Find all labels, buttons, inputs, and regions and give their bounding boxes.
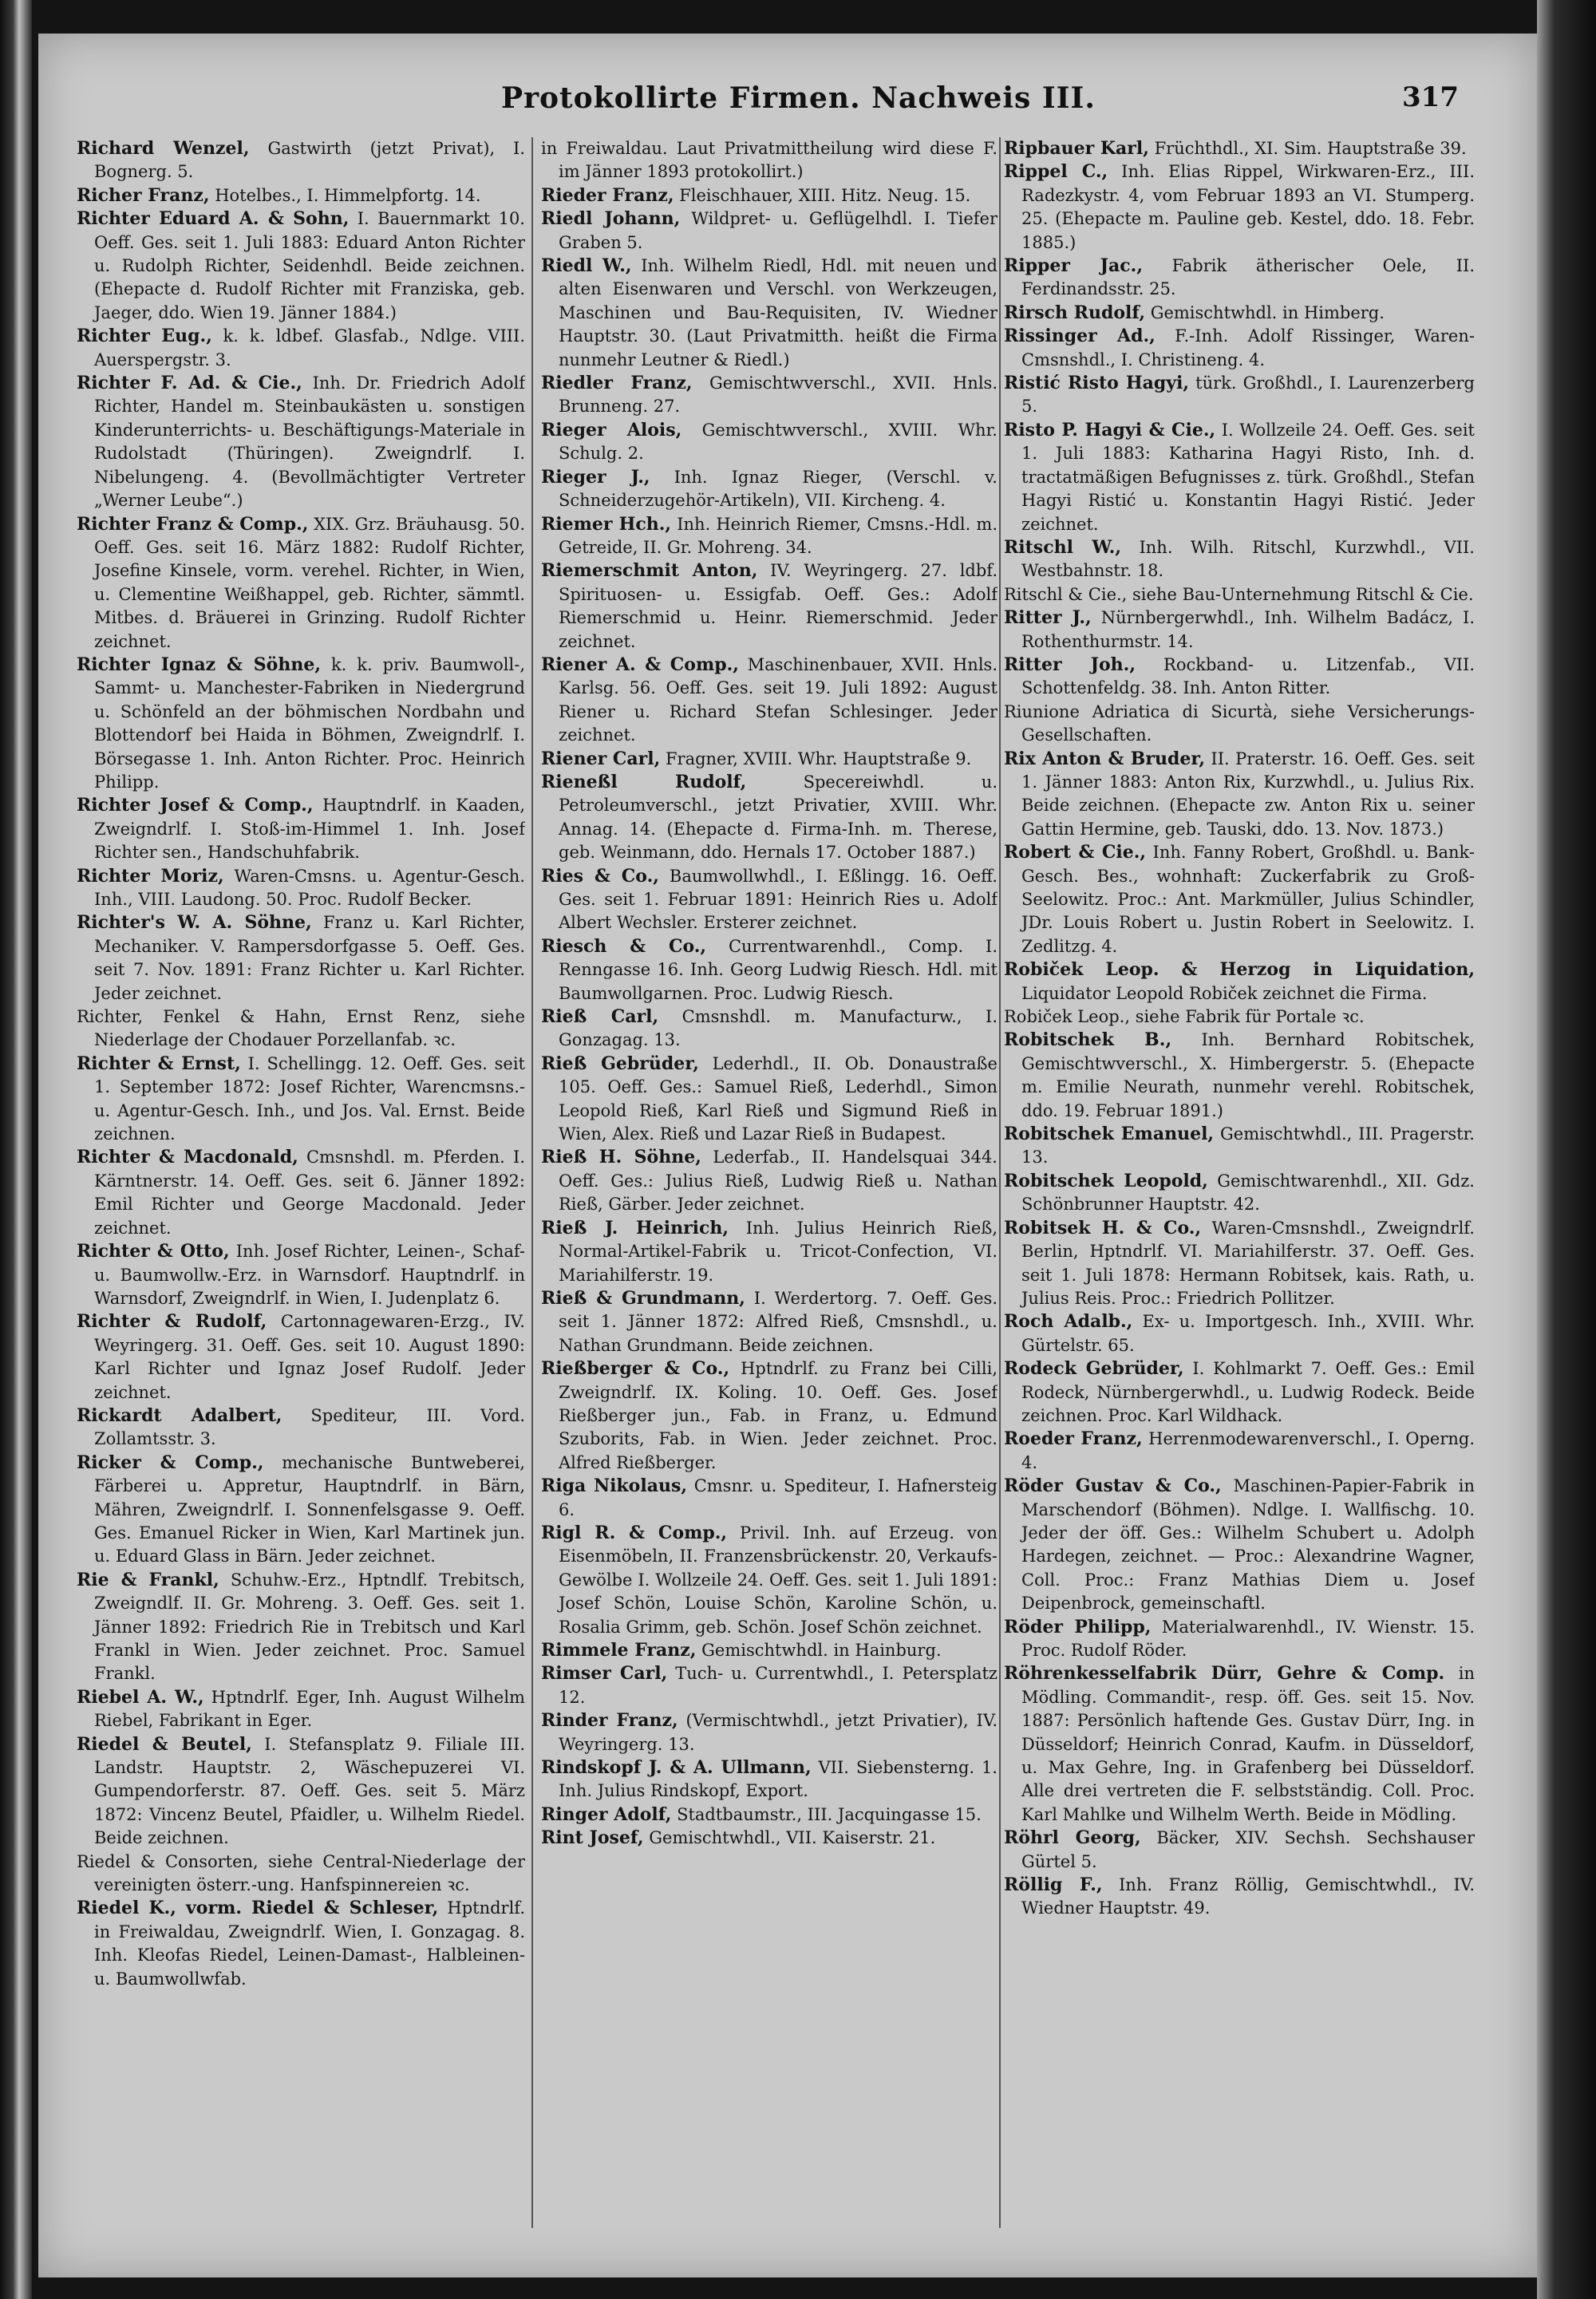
firm-details: Maschinen-Papier-Fabrik in Marschendorf (Böhmen). Ndlge. I. Wallfischg. 10. Jeder der öff. Ges.: Wilhelm Schubert u. Adolph Hardegen, zeichnet. — Proc.: Alexandrine Wagner, Coll. Proc.: Franz Mathias Diem u. Josef Deipenbrock, gemeinschaftl.	[1021, 1476, 1475, 1614]
firm-name: Rissinger Ad.,	[1004, 326, 1156, 347]
firm-name: Riesch & Co.,	[541, 935, 707, 957]
firm-name: Ripbauer Karl,	[1004, 138, 1149, 159]
firm-details: Inh. Dr. Friedrich Adolf Richter, Handel m. Steinbaukästen u. sonstigen Kinderunterrichts- u. Beschäftigungs-Materiale in Rudolstadt (Thüringen). Zweigndrlf. I. Nibelungeng. 4. (Bevollmächtigter Vertreter „Werner Leube“.)	[94, 373, 525, 511]
directory-entry	[541, 654, 998, 748]
firm-details: Stadtbaumstr., III. Jacquingasse 15.	[677, 1804, 982, 1824]
firm-details: in Mödling. Commandit-, resp. öff. Ges. seit 15. Nov. 1887: Persönlich haftende Ges. Gustav Dürr, Ing. in Düsseldorf; Heinrich Conrad, Kaufm. in Düsseldorf, u. Max Gehre, Ing. in Grafenberg bei Düsseldorf. Alle drei vertreten die F. selbstständig. Coll. Proc. Karl Mahlke und Wilhelm Werth. Beide in Mödling.	[1021, 1664, 1475, 1824]
directory-entry	[77, 207, 525, 325]
firm-details: Fabrik ätherischer Oele, II. Ferdinandsstr. 25.	[1021, 256, 1475, 299]
firm-details: Liquidator Leopold Robiček zeichnet die Firma.	[1021, 983, 1428, 1003]
directory-entry	[77, 1569, 525, 1686]
firm-details: Materialwarenhdl., IV. Wienstr. 15. Proc. Rudolf Röder.	[1021, 1617, 1475, 1660]
firm-name: Richter & Macdonald,	[77, 1147, 298, 1168]
previous-page-edge	[0, 0, 32, 2299]
directory-entry	[541, 865, 998, 935]
firm-name: Robitschek Leopold,	[1004, 1170, 1208, 1191]
firm-name: Rindskopf J. & A. Ullmann,	[541, 1757, 812, 1779]
firm-details: I. Kohlmarkt 7. Oeff. Ges.: Emil Rodeck, Nürnbergerwhdl., u. Ludwig Rodeck. Beide zeichnen. Proc. Karl Wildhack.	[1021, 1359, 1475, 1425]
directory-entry	[1004, 325, 1475, 372]
directory-entry	[77, 1733, 525, 1851]
directory-entry	[541, 771, 998, 865]
firm-name: Röder Gustav & Co.,	[1004, 1475, 1222, 1497]
directory-entry	[77, 1686, 525, 1733]
firm-details: Riunione Adriatica di Sicurtà, siehe Versicherungs-Gesellschaften.	[1004, 701, 1475, 745]
firm-details: Cmsnr. u. Spediteur, I. Hafnersteig 6.	[559, 1476, 998, 1519]
firm-details: mechanische Buntweberei, Färberei u. Appretur, Hauptndrlf. in Bärn, Mähren, Zweigndrlf. I. Sonnenfelsgasse 9. Oeff. Ges. Emanuel Ricker in Wien, Karl Martinek jun. u. Eduard Glass in Bärn. Jeder zeichnet.	[94, 1452, 525, 1566]
firm-details: Inh. Josef Richter, Leinen-, Schaf- u. Baumwollw.-Erz. in Warnsdorf. Hauptndrlf. in Warnsdorf, Zweigndrlf. in Wien, I. Judenplatz 6.	[94, 1242, 525, 1308]
firm-details: Gemischtwhdl., VII. Kaiserstr. 21.	[649, 1828, 936, 1848]
directory-entry	[541, 513, 998, 560]
firm-details: Waren-Cmsnshdl., Zweigndrlf. Berlin, Hptndrlf. VI. Mariahilferstr. 37. Oeff. Ges. seit 1. Juli 1878: Hermann Robitsek, kais. Rath, u. Julius Reis. Proc.: Friedrich Pollitzer.	[1021, 1218, 1475, 1308]
firm-name: Rieger J.,	[541, 466, 650, 488]
firm-name: Rieneßl Rudolf,	[541, 771, 747, 792]
directory-entry	[1004, 1616, 1475, 1663]
firm-details: Inh. Heinrich Riemer, Cmsns.-Hdl. m. Getreide, II. Gr. Mohreng. 34.	[559, 514, 998, 557]
directory-entry	[1004, 1428, 1475, 1475]
firm-name: Richter & Otto,	[77, 1241, 230, 1262]
directory-entry	[1004, 1827, 1475, 1874]
directory-entry	[77, 1404, 525, 1452]
firm-name: Rie & Frankl,	[77, 1569, 219, 1590]
firm-name: Ritter J.,	[1004, 607, 1092, 629]
directory-entry	[77, 911, 525, 1005]
directory-entry	[77, 137, 525, 184]
firm-details: Gastwirth (jetzt Privat), I. Bognerg. 5.	[94, 139, 525, 182]
firm-name: Robitschek B.,	[1004, 1029, 1172, 1051]
page-header	[447, 81, 1516, 129]
firm-name: Robert & Cie.,	[1004, 842, 1147, 863]
column-right	[1004, 137, 1475, 2244]
firm-name: Roch Adalb.,	[1004, 1311, 1133, 1333]
directory-entry	[541, 559, 998, 654]
firm-name: Richter Franz & Comp.,	[77, 513, 309, 535]
firm-name: Richter & Rudolf,	[77, 1311, 267, 1333]
directory-entry	[541, 935, 998, 1005]
directory-entry	[541, 1146, 998, 1216]
firm-details: Inh. Wilh. Ritschl, Kurzwhdl., VII. Westbahnstr. 18.	[1021, 537, 1475, 581]
directory-entry	[77, 794, 525, 864]
firm-details: Schuhw.-Erz., Hptndlf. Trebitsch, Zweigndlf. II. Gr. Mohreng. 3. Oeff. Ges. seit 1. Jänner 1892: Friedrich Rie in Trebitsch und Karl Frankl in Wien. Jeder zeichnet. Proc. Samuel Frankl.	[94, 1570, 525, 1684]
directory-entry	[1004, 958, 1475, 1005]
firm-name: Rinder Franz,	[541, 1710, 678, 1732]
firm-details: I. Wollzeile 24. Oeff. Ges. seit 1. Juli 1883: Katharina Hagyi Risto, Inh. d. tractatmäßigen Befugnisses z. türk. Großhdl., Stefan Hagyi Ristić u. Konstantin Hagyi Ristić. Jeder zeichnet.	[1021, 420, 1475, 534]
firm-details: VII. Siebensterng. 1. Inh. Julius Rindskopf, Export.	[559, 1758, 998, 1801]
directory-entry	[541, 1005, 998, 1053]
directory-entry	[541, 207, 998, 255]
directory-entry	[77, 184, 525, 207]
firm-details: Gemischtwhdl. in Himberg.	[1150, 302, 1385, 322]
firm-name: Richter's W. A. Söhne,	[77, 912, 312, 934]
firm-name: Ries & Co.,	[541, 865, 659, 887]
directory-entry	[541, 466, 998, 513]
firm-details: Inh. Julius Heinrich Rieß, Normal-Artikel-Fabrik u. Tricot-Confection, VI. Mariahilferstr. 19.	[559, 1218, 998, 1285]
directory-entry	[77, 1310, 525, 1404]
directory-entry	[541, 137, 998, 184]
firm-details: Lederfab., II. Handelsquai 344. Oeff. Ges.: Julius Rieß, Ludwig Rieß u. Nathan Rieß, Gärber. Jeder zeichnet.	[559, 1148, 998, 1215]
directory-entry	[77, 1005, 525, 1053]
firm-name: Riemerschmit Anton,	[541, 560, 758, 582]
firm-details: Baumwollwhdl., I. Eßlingg. 16. Oeff. Ges. seit 1. Februar 1891: Heinrich Ries u. Adolf Albert Wechsler. Ersterer zeichnet.	[559, 866, 998, 933]
firm-name: Rieß & Grundmann,	[541, 1287, 745, 1309]
firm-details: Specereiwhdl. u. Petroleumverschl., jetzt Privatier, XVIII. Whr. Annag. 14. (Ehepacte d. Firma-Inh. m. Therese, geb. Weinmann, ddo. Hernals 17. October 1887.)	[559, 772, 998, 863]
directory-entry	[541, 1475, 998, 1522]
firm-details: Richter, Fenkel & Hahn, Ernst Renz, siehe Niederlage der Chodauer Porzellanfab. ꝛc.	[77, 1007, 525, 1050]
firm-name: Riedl Johann,	[541, 208, 681, 230]
firm-name: Robitschek Emanuel,	[1004, 1124, 1215, 1145]
firm-details: Robiček Leop., siehe Fabrik für Portale ꝛc.	[1004, 1007, 1365, 1027]
directory-entry	[1004, 1170, 1475, 1217]
firm-name: Riener Carl,	[541, 748, 661, 769]
firm-name: Riebel A. W.,	[77, 1686, 204, 1708]
firm-details: Fragner, XVIII. Whr. Hauptstraße 9.	[665, 749, 972, 768]
firm-name: Rodeck Gebrüder,	[1004, 1358, 1184, 1380]
firm-name: Ringer Adolf,	[541, 1803, 672, 1825]
firm-details: I. Werdertorg. 7. Oeff. Ges. seit 1. Jänner 1872: Alfred Rieß, Cmsnshdl., u. Nathan Grundmann. Beide zeichnen.	[559, 1288, 998, 1355]
firm-details: Fleischhauer, XIII. Hitz. Neug. 15.	[679, 185, 971, 205]
directory-entry	[1004, 1029, 1475, 1123]
firm-details: Cartonnagewaren-Erzg., IV. Weyringerg. 31. Oeff. Ges. seit 10. August 1890: Karl Richter und Ignaz Josef Rudolf. Jeder zeichnet.	[94, 1312, 525, 1402]
firm-details: Riedel & Consorten, siehe Central-Niederlage der vereinigten österr.-ung. Hanfspinnereien ꝛc.	[77, 1851, 525, 1895]
directory-entry	[77, 513, 525, 654]
firm-details: Privil. Inh. auf Erzeug. von Eisenmöbeln, II. Franzensbrückenstr. 20, Verkaufs-Gewölbe I. Wollzeile 24. Oeff. Ges. seit 1. Juli 1891: Josef Schön, Louise Schön, Karoline Schön, u. Rosalia Grimm, geb. Schön. Josef Schön zeichnet.	[559, 1523, 998, 1637]
directory-entry	[77, 325, 525, 372]
firm-name: Richter Ignaz & Söhne,	[77, 654, 322, 675]
firm-details: I. Schellingg. 12. Oeff. Ges. seit 1. September 1872: Josef Richter, Warencmsns.- u. Agentur-Gesch. Inh., und Jos. Val. Ernst. Beide zeichnen.	[94, 1053, 525, 1144]
directory-entry	[541, 748, 998, 771]
firm-details: Inh. Ignaz Rieger, (Verschl. v. Schneiderzugehör-Artikeln), VII. Kircheng. 4.	[559, 467, 998, 511]
firm-details: Spediteur, III. Vord. Zollamtsstr. 3.	[94, 1405, 525, 1449]
firm-details: Currentwarenhdl., Comp. I. Renngasse 16. Inh. Georg Ludwig Riesch. Hdl. mit Baumwollgarnen. Proc. Ludwig Riesch.	[559, 936, 998, 1003]
firm-name: Ristić Risto Hagyi,	[1004, 373, 1190, 394]
directory-entry	[1004, 160, 1475, 255]
directory-entry	[1004, 654, 1475, 701]
directory-entry	[77, 1053, 525, 1147]
firm-details: Waren-Cmsns. u. Agentur-Gesch. Inh., VIII. Laudong. 50. Proc. Rudolf Becker.	[94, 866, 525, 909]
firm-details: Franz u. Karl Richter, Mechaniker. V. Rampersdorfgasse 5. Oeff. Ges. seit 7. Nov. 1891: Franz Richter u. Karl Richter. Jeder zeichnet.	[94, 913, 525, 1003]
directory-entry	[541, 1287, 998, 1357]
directory-entry	[541, 255, 998, 372]
directory-entry	[541, 184, 998, 207]
directory-entry	[541, 1827, 998, 1850]
firm-name: Rimmele Franz,	[541, 1640, 697, 1661]
firm-name: Richter & Ernst,	[77, 1053, 241, 1074]
firm-details: in Freiwaldau. Laut Privatmittheilung wird diese F. im Jänner 1893 protokollirt.)	[541, 139, 998, 182]
firm-name: Robiček Leop. & Herzog in Liquidation,	[1004, 959, 1475, 981]
firm-name: Richter Moriz,	[77, 865, 224, 887]
firm-details: Gemischtwarenhdl., XII. Gdz. Schönbrunner Hauptstr. 42.	[1021, 1171, 1475, 1215]
directory-entry	[77, 1146, 525, 1240]
firm-details: Lederhdl., II. Ob. Donaustraße 105. Oeff. Ges.: Samuel Rieß, Lederhdl., Simon Leopold Rieß, Karl Rieß und Sigmund Rieß in Wien, Alex. Rieß und Lazar Rieß in Budapest.	[559, 1053, 998, 1144]
firm-details: Herrenmodewarenverschl., I. Operng. 4.	[1021, 1429, 1475, 1472]
firm-details: Gemischtwverschl., XVIII. Whr. Schulg. 2.	[559, 420, 998, 464]
directory-entry	[77, 1240, 525, 1310]
firm-details: I. Stefansplatz 9. Filiale III. Landstr. Hauptstr. 2, Wäschepuzerei VI. Gumpendorferstr. 87. Oeff. Ges. seit 5. März 1872: Vincenz Beutel, Pfaidler, u. Wilhelm Riedel. Beide zeichnen.	[94, 1734, 525, 1848]
firm-name: Rieger Alois,	[541, 419, 682, 440]
firm-details: Inh. Bernhard Robitschek, Gemischtwverschl., X. Himbergerstr. 5. (Ehepacte m. Emilie Neurath, nunmehr verehl. Robitschek, ddo. 19. Februar 1891.)	[1021, 1030, 1475, 1120]
firm-name: Riener A. & Comp.,	[541, 654, 739, 675]
directory-entry	[1004, 1005, 1475, 1029]
firm-details: Früchthdl., XI. Sim. Hauptstraße 39.	[1154, 139, 1467, 158]
firm-name: Richer Franz,	[77, 184, 210, 206]
firm-name: Rickardt Adalbert,	[77, 1404, 282, 1426]
firm-name: Risto P. Hagyi & Cie.,	[1004, 419, 1216, 440]
column-rule	[999, 137, 1001, 2228]
directory-entry	[1004, 1310, 1475, 1357]
firm-name: Rigl R. & Comp.,	[541, 1522, 728, 1543]
directory-entry	[1004, 606, 1475, 654]
directory-entry	[1004, 372, 1475, 419]
firm-name: Riedel & Beutel,	[77, 1733, 252, 1755]
firm-name: Röllig F.,	[1004, 1874, 1103, 1896]
firm-name: Ricker & Comp.,	[77, 1452, 264, 1473]
directory-entry	[1004, 255, 1475, 302]
firm-details: II. Praterstr. 16. Oeff. Ges. seit 1. Jänner 1883: Anton Rix, Kurzwhdl., u. Julius Rix. Beide zeichnen. (Ehepacte zw. Anton Rix u. seiner Gattin Hermine, geb. Tauski, ddo. 13. Nov. 1873.)	[1021, 749, 1475, 839]
firm-name: Roeder Franz,	[1004, 1428, 1143, 1450]
firm-details: Bäcker, XIV. Sechsh. Sechshauser Gürtel 5.	[1021, 1828, 1475, 1871]
directory-entry	[1004, 701, 1475, 748]
firm-details: Ritschl & Cie., siehe Bau-Unternehmung Ritschl & Cie.	[1004, 584, 1474, 604]
directory-entry	[1004, 583, 1475, 606]
directory-entry	[77, 1851, 525, 1898]
firm-details: Gemischtwhdl. in Hainburg.	[701, 1641, 942, 1660]
firm-details: Hptndrlf. Eger, Inh. August Wilhelm Riebel, Fabrikant in Eger.	[94, 1687, 525, 1731]
firm-name: Röhrenkesselfabrik Dürr, Gehre & Comp.	[1004, 1663, 1445, 1685]
firm-name: Rieß Gebrüder,	[541, 1053, 699, 1074]
firm-details: k. k. priv. Baumwoll-, Sammt- u. Manchester-Fabriken in Niedergrund u. Schönfeld an der böhmischen Nordbahn und Blottendorf bei Haida in Böhmen, Zweigndrlf. I. Börsegasse 1. Inh. Anton Richter. Proc. Heinrich Philipp.	[94, 654, 525, 792]
directory-entry	[77, 1452, 525, 1569]
firm-name: Rießberger & Co.,	[541, 1358, 730, 1380]
firm-name: Robitsek H. & Co.,	[1004, 1217, 1202, 1238]
firm-name: Ripper Jac.,	[1004, 255, 1143, 277]
firm-name: Röder Philipp,	[1004, 1616, 1152, 1637]
firm-name: Rieß H. Söhne,	[541, 1147, 701, 1168]
firm-details: Inh. Elias Rippel, Wirkwaren-Erz., III. Radezkystr. 4, vom Februar 1893 an VI. Stumperg. 25. (Ehepacte m. Pauline geb. Kestel, ddo. 18. Febr. 1885.)	[1021, 162, 1475, 252]
firm-name: Riedler Franz,	[541, 373, 693, 394]
firm-details: Hptndrlf. in Freiwaldau, Zweigndrlf. Wien, I. Gonzagag. 8. Inh. Kleofas Riedel, Leinen-Damast-, Halbleinen- u. Baumwollwfab.	[94, 1898, 525, 1989]
firm-details: Inh. Wilhelm Riedl, Hdl. mit neuen und alten Eisenwaren und Verschl. von Werkzeugen, Maschinen und Bau-Requisiten, IV. Wiedner Hauptstr. 30. (Laut Privatmitth. heißt die Firma nunmehr Leutner & Riedl.)	[559, 256, 998, 369]
firm-name: Rimser Carl,	[541, 1663, 668, 1685]
firm-name: Richter Eduard A. & Sohn,	[77, 208, 350, 230]
firm-details: Rockband- u. Litzenfab., VII. Schottenfeldg. 38. Inh. Anton Ritter.	[1021, 654, 1475, 698]
firm-name: Rippel C.,	[1004, 161, 1108, 183]
directory-entry	[541, 1709, 998, 1756]
firm-details: Maschinenbauer, XVII. Hnls. Karlsg. 56. Oeff. Ges. seit 19. Juli 1892: August Riener u. Richard Stefan Schlesinger. Jeder zeichnet.	[559, 654, 998, 745]
firm-details: (Vermischtwhdl., jetzt Privatier), IV. Weyringerg. 13.	[559, 1711, 998, 1754]
firm-name: Richter Josef & Comp.,	[77, 795, 314, 816]
firm-name: Rirsch Rudolf,	[1004, 302, 1145, 323]
directory-entry	[77, 654, 525, 794]
firm-details: Cmsnshdl. m. Manufacturw., I. Gonzagag. 13.	[559, 1007, 998, 1050]
firm-name: Rint Josef,	[541, 1827, 644, 1849]
column-middle	[541, 137, 998, 2244]
firm-details: türk. Großhdl., I. Laurenzerberg 5.	[1021, 373, 1475, 417]
page-right-edge	[1537, 0, 1596, 2299]
directory-entry	[541, 1522, 998, 1639]
firm-name: Riemer Hch.,	[541, 513, 672, 535]
directory-entry	[1004, 1475, 1475, 1615]
firm-name: Riedel K., vorm. Riedel & Schleser,	[77, 1898, 439, 1919]
directory-entry	[541, 372, 998, 419]
firm-name: Ritter Joh.,	[1004, 654, 1136, 675]
firm-details: k. k. ldbef. Glasfab., Ndlge. VIII. Auerspergstr. 3.	[94, 326, 525, 369]
directory-entry	[1004, 137, 1475, 160]
firm-name: Riedl W.,	[541, 255, 632, 277]
directory-entry	[77, 372, 525, 512]
firm-details: F.-Inh. Adolf Rissinger, Waren-Cmsnshdl., I. Christineng. 4.	[1021, 326, 1475, 369]
directory-entry	[541, 1803, 998, 1827]
firm-name: Rieß J. Heinrich,	[541, 1217, 729, 1238]
directory-entry	[541, 1357, 998, 1475]
directory-entry	[1004, 419, 1475, 536]
directory-entry	[1004, 302, 1475, 325]
directory-entry	[1004, 1217, 1475, 1311]
directory-entry	[541, 1639, 998, 1662]
firm-details: Gemischtwverschl., XVII. Hnls. Brunneng. 27.	[559, 373, 998, 417]
firm-details: Ex- u. Importgesch. Inh., XVIII. Whr. Gürtelstr. 65.	[1021, 1312, 1475, 1355]
firm-name: Rieder Franz,	[541, 184, 674, 206]
column-left	[77, 137, 525, 2244]
firm-name: Riga Nikolaus,	[541, 1475, 687, 1497]
directory-entry	[1004, 1357, 1475, 1428]
directory-entry	[1004, 841, 1475, 958]
running-title: Protokollirte Firmen. Nachweis III.	[501, 81, 1096, 115]
firm-details: Wildpret- u. Geflügelhdl. I. Tiefer Graben 5.	[559, 209, 998, 252]
firm-details: Inh. Fanny Robert, Großhdl. u. Bank-Gesch. Bes., wohnhaft: Zuckerfabrik zu Groß-Seelowitz. Proc.: Ant. Markmüller, Julius Schindler, JDr. Louis Robert u. Justin Robert in Seelowitz. I. Zedlitzg. 4.	[1021, 843, 1475, 956]
firm-details: Gemischtwhdl., III. Pragerstr. 13.	[1021, 1124, 1475, 1167]
firm-name: Richter F. Ad. & Cie.,	[77, 373, 302, 394]
firm-name: Röhrl Georg,	[1004, 1827, 1141, 1849]
firm-details: I. Bauernmarkt 10. Oeff. Ges. seit 1. Juli 1883: Eduard Anton Richter u. Rudolph Richter, Seidenhdl. Beide zeichnen. (Ehepacte d. Rudolf Richter mit Franziska, geb. Jaeger, ddo. Wien 19. Jänner 1884.)	[94, 209, 525, 322]
firm-details: Hptndrlf. zu Franz bei Cilli, Zweigndrlf. IX. Koling. 10. Oeff. Ges. Josef Rießberger jun., Fab. in Franz, u. Edmund Szuborits, Fab. in Wien. Jeder zeichnet. Proc. Alfred Rießberger.	[559, 1359, 998, 1472]
firm-details: IV. Weyringerg. 27. ldbf. Spirituosen- u. Essigfab. Oeff. Ges.: Adolf Riemerschmid u. Heinr. Riemerschmid. Jeder zeichnet.	[559, 561, 998, 651]
directory-entry	[541, 1662, 998, 1709]
directory-entry	[1004, 1662, 1475, 1827]
firm-name: Richter Eug.,	[77, 326, 212, 347]
page-number: 317	[1402, 81, 1459, 113]
firm-name: Ritschl W.,	[1004, 536, 1121, 558]
firm-details: Hotelbes., I. Himmelpfortg. 14.	[215, 185, 481, 205]
directory-entry	[541, 1053, 998, 1147]
directory-entry	[1004, 1874, 1475, 1921]
firm-details: Cmsnshdl. m. Pferden. I. Kärntnerstr. 14. Oeff. Ges. seit 6. Jänner 1892: Emil Richter und George Macdonald. Jeder zeichnet.	[94, 1148, 525, 1238]
firm-details: Inh. Franz Röllig, Gemischtwhdl., IV. Wiedner Hauptstr. 49.	[1021, 1875, 1475, 1918]
firm-name: Rieß Carl,	[541, 1006, 659, 1028]
directory-entry	[541, 1217, 998, 1287]
firm-details: Hauptndrlf. in Kaaden, Zweigndrlf. I. Stoß-im-Himmel 1. Inh. Josef Richter sen., Handschuhfabrik.	[94, 796, 525, 863]
directory-entry	[541, 419, 998, 466]
directory-entry	[77, 865, 525, 912]
directory-entry	[1004, 748, 1475, 842]
directory-entry	[1004, 1123, 1475, 1170]
firm-details: Tuch- u. Currentwhdl., I. Petersplatz 12.	[559, 1664, 998, 1707]
firm-details: Nürnbergerwhdl., Inh. Wilhelm Badácz, I. Rothenthurmstr. 14.	[1021, 608, 1475, 651]
directory-entry	[77, 1897, 525, 1991]
column-rule	[531, 137, 533, 2228]
firm-name: Rix Anton & Bruder,	[1004, 748, 1205, 769]
firm-details: XIX. Grz. Bräuhausg. 50. Oeff. Ges. seit 16. März 1882: Rudolf Richter, Josefine Kinsele, vorm. verehel. Richter, in Wien, u. Clementine Weißhappel, geb. Richter, sämmtl. Mitbes. d. Bräuerei in Grinzing. Rudolf Richter zeichnet.	[94, 514, 525, 651]
directory-entry	[541, 1756, 998, 1803]
firm-name: Richard Wenzel,	[77, 138, 250, 159]
directory-entry	[1004, 536, 1475, 583]
